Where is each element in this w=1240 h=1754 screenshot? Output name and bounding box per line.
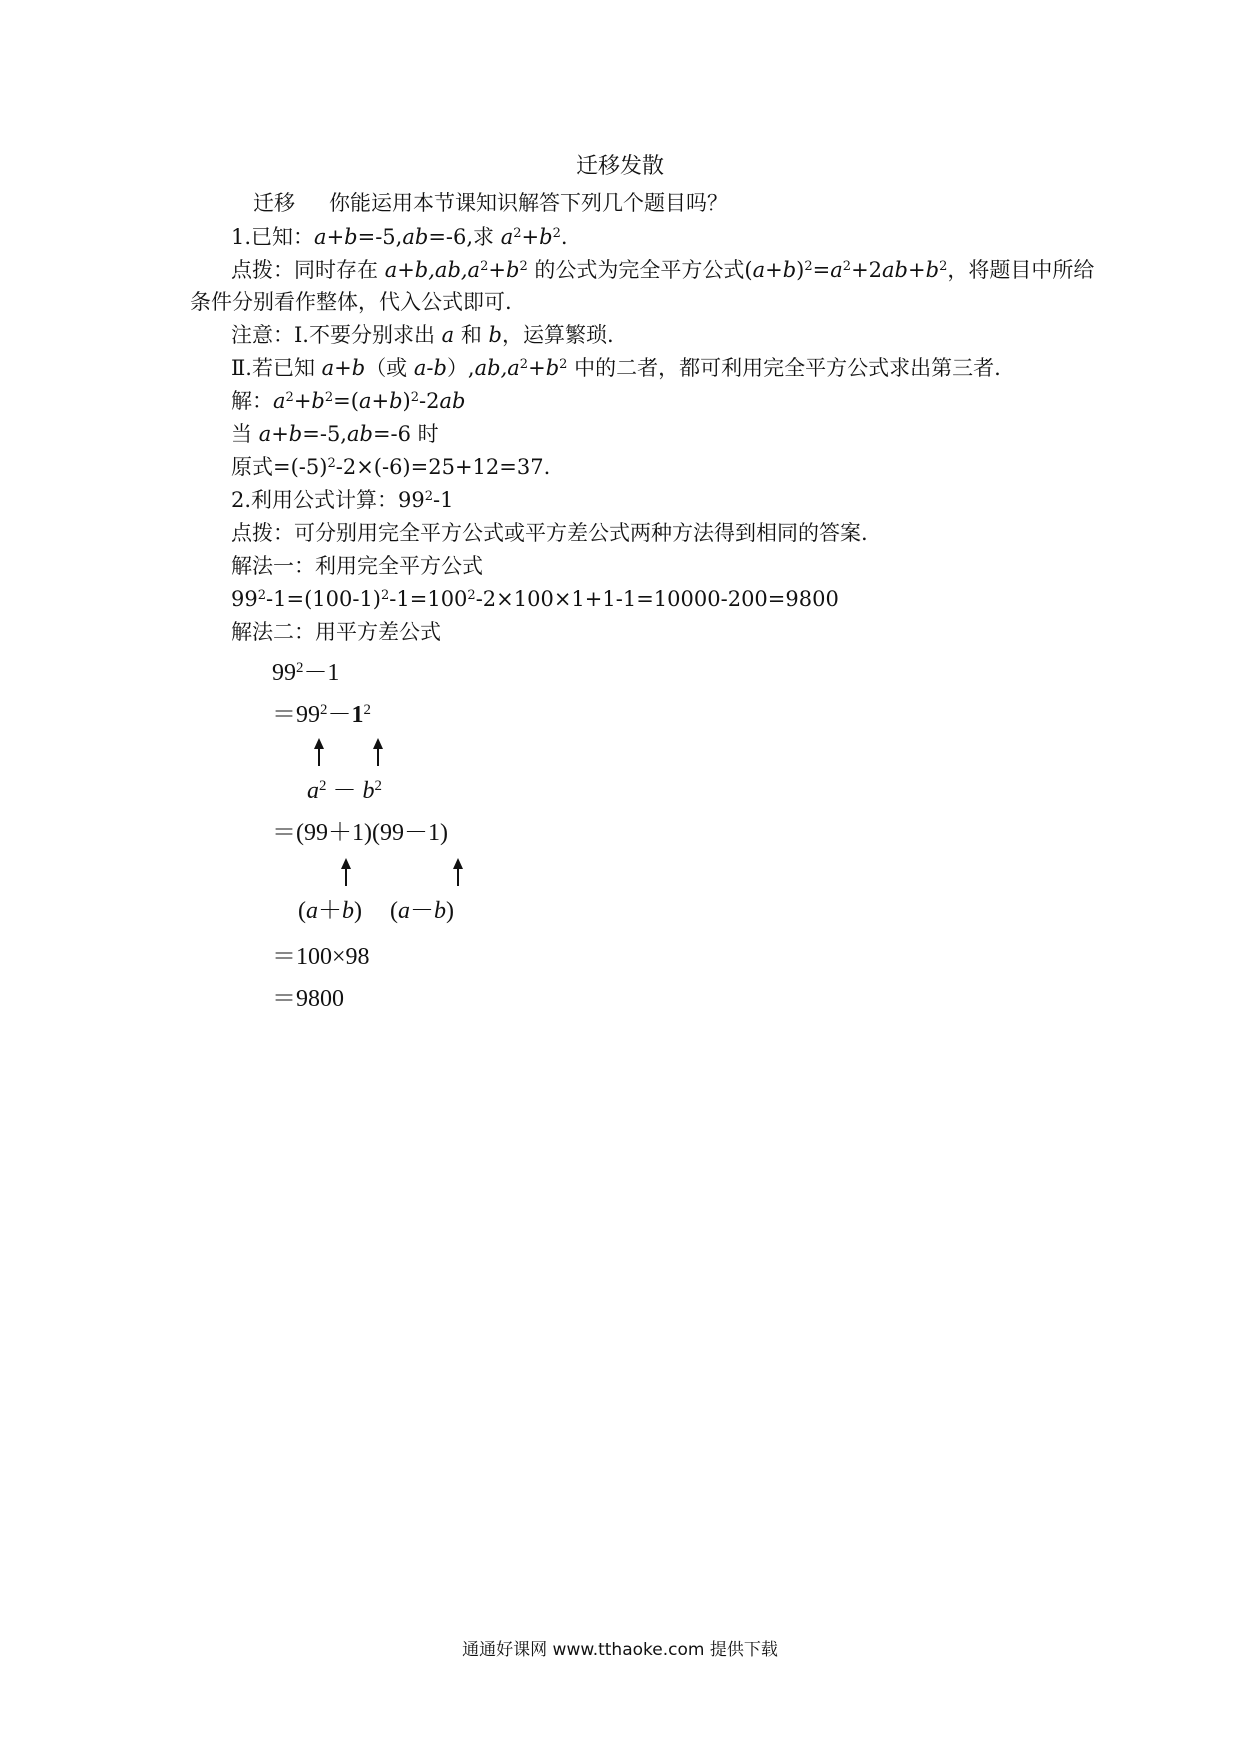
method-2-row-7: ＝9800 (272, 986, 344, 1012)
intro-text: 你能运用本节课知识解答下列几个题目吗？ (329, 191, 728, 215)
arrow-up-icon (451, 858, 465, 888)
solution-1-line-1: 解：$a^2+b^2=(a+b)^2-2ab$ (231, 389, 466, 413)
method-2-row-3: $a^2 - b^2$ (307, 777, 382, 804)
solution-1-line-2: 当 a+b=-5,ab=-6 时 (231, 422, 439, 446)
method-2-label: 解法二：用平方差公式 (231, 620, 441, 644)
method-2-row-6: ＝100×98 (272, 944, 370, 970)
method-1-equation: $99^2-1=(100-1)^2-1=100^2-2\times 100\times 1+1-1=10000-200=9800$ (231, 587, 839, 611)
hint-1-line-2: 条件分别看作整体，代入公式即可. (190, 290, 512, 314)
arrow-up-icon (312, 738, 326, 768)
intro-line (253, 188, 728, 218)
method-2-row-2: $=99^2-1^2$ (272, 701, 371, 728)
page-footer: 通通好课网 www.tthaoke.com 提供下载 (462, 1640, 778, 1660)
note-line-2: Ⅱ.若已知 a+b（或 $a-b),ab,a^2+b^2$ 中的二者，都可利用完全平方公式求出第三者. (231, 356, 1001, 380)
method-2-row-1: $99^2-1$ (272, 659, 340, 686)
solution-1-line-3: 原式$=(-5)^2-2\times(-6)=25+12=37$. (231, 455, 551, 479)
problem-1: 1.已知：a+b=-5,ab=-6,求 $a^2+b^2$. (231, 225, 568, 249)
hint-1-line-1: 点拨：同时存在 $a+b,ab,a^2+b^2$ 的公式为完全平方公式$(a+b)^2=a^2+2ab+b^2$，将题目中所给 (231, 258, 1095, 282)
arrow-up-icon (371, 738, 385, 768)
problem-2: 2.利用公式计算：$99^2-1$ (231, 488, 454, 512)
intro-label: 迁移 (253, 191, 295, 215)
page-title: 迁移发散 (575, 154, 664, 179)
hint-2: 点拨：可分别用完全平方公式或平方差公式两种方法得到相同的答案. (231, 521, 868, 545)
method-2-row-4: ＝(99＋1)(99－1) (272, 820, 448, 846)
method-2-row-5: (a＋b) (a－b) (298, 898, 454, 924)
arrow-up-icon (339, 858, 353, 888)
method-1-label: 解法一：利用完全平方公式 (231, 554, 483, 578)
note-line-1: 注意：Ⅰ.不要分别求出 a 和 b，运算繁琐. (231, 323, 614, 347)
